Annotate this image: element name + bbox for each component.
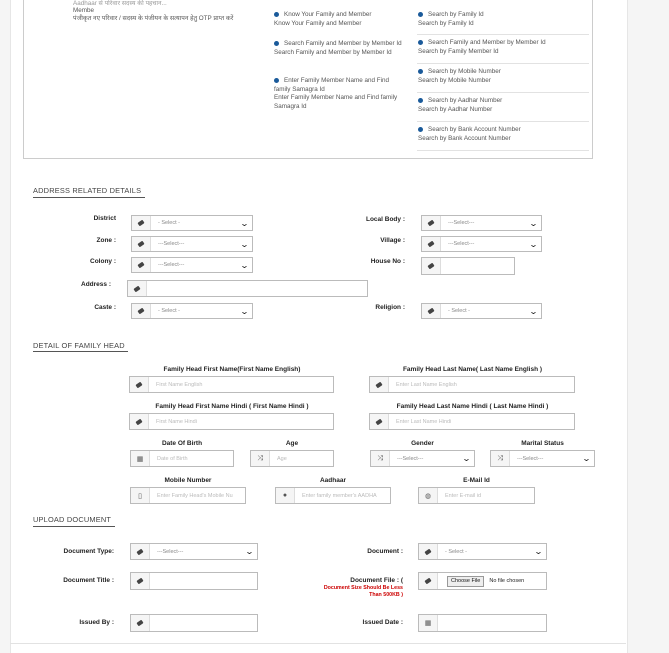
chevron-down-icon: ⌄: [533, 547, 544, 556]
link-title: Enter Family Member Name and Find family Samagra Id: [274, 77, 389, 93]
divider: [417, 150, 589, 151]
choose-file-button[interactable]: Choose File: [447, 576, 484, 587]
calendar-icon: ▦: [131, 451, 150, 466]
chevron-down-icon: ⌄: [581, 454, 592, 463]
last-name-en-placeholder: Enter Last Name English: [396, 381, 457, 388]
chevron-down-icon: ⌄: [528, 218, 539, 228]
document-title-label: Document Title :: [63, 577, 114, 584]
chevron-down-icon: ⌄: [239, 218, 250, 228]
last-name-hi-placeholder: Enter Last Name Hindi: [396, 418, 452, 425]
first-name-hi-placeholder: First Name Hindi: [156, 418, 197, 425]
tag-icon: [132, 258, 151, 272]
tag-icon: [132, 304, 151, 318]
document-label: Document :: [367, 548, 403, 555]
file-size-note: Document Size Should Be Less Than 500KB ): [323, 585, 403, 598]
check-circle-icon: [418, 69, 423, 74]
shuffle-icon: ⤨: [491, 451, 510, 466]
tag-icon: [419, 544, 438, 559]
section-underline: [33, 351, 128, 352]
religion-label: Religion :: [375, 304, 405, 311]
chevron-down-icon: ⌄: [239, 239, 250, 249]
link-title: Know Your Family and Member: [284, 11, 372, 18]
issued-date-label: Issued Date :: [362, 619, 403, 626]
district-value: - Select -: [158, 220, 181, 226]
divider: [417, 92, 589, 93]
marital-status-label: Marital Status: [521, 440, 564, 447]
link-title: Search by Aadhar Number: [428, 97, 503, 104]
link-title: Search by Bank Account Number: [428, 126, 521, 133]
colony-value: ---Select---: [158, 262, 185, 268]
zone-label: Zone :: [96, 237, 116, 244]
tag-icon: [419, 573, 438, 589]
link-subtitle: Search by Mobile Number: [418, 76, 491, 84]
link-title: Search by Family Id: [428, 11, 484, 18]
link-title: Search Family and Member by Member Id: [428, 39, 546, 46]
dob-label: Date Of Birth: [161, 440, 203, 447]
no-file-text: No file chosen: [489, 578, 525, 584]
village-label: Village :: [380, 237, 405, 244]
age-label: Age: [285, 440, 299, 447]
search-bank-link[interactable]: [418, 126, 590, 143]
family-head-section-title: DETAIL OF FAMILY HEAD: [33, 341, 125, 350]
link-subtitle: Search Family and Member by Member Id: [274, 48, 392, 56]
chevron-down-icon: ⌄: [528, 306, 539, 316]
mobile-placeholder: Enter Family Head's Mobile Nu: [157, 492, 233, 499]
address-label: Address :: [81, 281, 111, 288]
tag-icon: [422, 237, 441, 251]
otp-verification-link[interactable]: पंजीकृत नए परिवार / सदस्य के पंजीयन के सत्यापन हेतु OTP प्राप्त करें: [73, 15, 234, 22]
bottom-divider: [10, 643, 626, 644]
age-placeholder: Age: [277, 455, 287, 462]
marital-status-value: ---Select---: [517, 455, 544, 462]
aadhaar-placeholder: Enter family member's AADHA: [302, 492, 377, 499]
colony-label: Colony :: [90, 258, 116, 265]
document-select[interactable]: [418, 543, 547, 560]
colony-select[interactable]: [131, 257, 253, 273]
globe-icon: ◍: [419, 488, 438, 503]
last-name-hi-label: Family Head Last Name Hindi ( Last Name Hindi ): [396, 403, 549, 410]
find-samagra-id-link[interactable]: [274, 77, 402, 111]
tag-icon: [128, 281, 147, 296]
tag-icon: [132, 216, 151, 230]
check-circle-icon: [418, 127, 423, 132]
check-circle-icon: [418, 12, 423, 17]
district-select[interactable]: [131, 215, 253, 231]
gender-select[interactable]: [370, 450, 475, 467]
chevron-down-icon: ⌄: [244, 547, 255, 556]
address-section-title: ADDRESS RELATED DETAILS: [33, 186, 142, 195]
tag-icon: [422, 304, 441, 318]
check-circle-icon: [274, 78, 279, 83]
link-subtitle: Enter Family Member Name and Find family Samagra Id: [274, 94, 398, 110]
tag-icon: [422, 216, 441, 230]
shuffle-icon: ⤨: [251, 451, 270, 466]
email-placeholder: Enter E-mail id: [445, 492, 482, 499]
search-family-id-link[interactable]: [418, 11, 590, 28]
partial-link-text[interactable]: Aadhaar से परिवार सदस्य की पहचान...: [73, 0, 167, 7]
marital-status-select[interactable]: [490, 450, 595, 467]
link-title: Search Family and Member by Member Id: [284, 40, 402, 47]
link-subtitle: Search by Family Member Id: [418, 47, 499, 55]
check-circle-icon: [274, 41, 279, 46]
first-name-hi-input[interactable]: [129, 413, 334, 430]
chevron-down-icon: ⌄: [239, 260, 250, 270]
caste-select[interactable]: [131, 303, 253, 319]
chevron-down-icon: ⌄: [239, 306, 250, 316]
tag-icon: [131, 615, 150, 631]
tag-icon: [370, 414, 389, 429]
tag-icon: [132, 237, 151, 251]
village-value: ---Select---: [448, 241, 475, 247]
search-mobile-link[interactable]: [418, 68, 590, 85]
search-aadhar-link[interactable]: [418, 97, 590, 114]
tag-icon: [422, 258, 441, 274]
zone-value: ---Select---: [158, 241, 185, 247]
divider: [417, 34, 589, 35]
document-title-input[interactable]: [130, 572, 258, 590]
email-input[interactable]: [418, 487, 535, 504]
village-select[interactable]: [421, 236, 542, 252]
divider: [417, 63, 589, 64]
section-underline: [33, 526, 115, 527]
tag-icon: [370, 377, 389, 392]
document-file-label: Document File : (: [350, 577, 403, 584]
circle-icon: ●: [276, 488, 295, 503]
first-name-en-label: Family Head First Name(First Name English): [163, 366, 301, 373]
last-name-en-label: Family Head Last Name( Last Name English ): [402, 366, 543, 373]
house-no-input[interactable]: [421, 257, 515, 275]
check-circle-icon: [418, 98, 423, 103]
document-value: - Select -: [445, 548, 468, 555]
tag-icon: [131, 544, 150, 559]
issued-date-input[interactable]: [418, 614, 547, 632]
document-type-label: Document Type:: [63, 548, 114, 555]
religion-value: - Select -: [448, 308, 471, 314]
check-circle-icon: [274, 12, 279, 17]
section-underline: [33, 197, 145, 198]
local-body-value: ---Select---: [448, 220, 475, 226]
link-subtitle: Search by Aadhar Number: [418, 105, 493, 113]
age-input[interactable]: [250, 450, 334, 467]
document-type-value: ---Select---: [157, 548, 184, 555]
district-label: District: [93, 215, 116, 222]
gender-value: ---Select---: [397, 455, 424, 462]
search-member-id-link[interactable]: [274, 40, 402, 57]
local-body-select[interactable]: [421, 215, 542, 231]
email-label: E-Mail Id: [463, 477, 490, 484]
aadhaar-label: Aadhaar: [319, 477, 346, 484]
chevron-down-icon: ⌄: [528, 239, 539, 249]
search-member-link[interactable]: [418, 39, 590, 56]
tag-icon: [130, 377, 149, 392]
zone-select[interactable]: [131, 236, 253, 252]
last-name-en-input[interactable]: [369, 376, 575, 393]
upload-section-title: UPLOAD DOCUMENT: [33, 515, 112, 524]
first-name-en-placeholder: First Name English: [156, 381, 203, 388]
tag-icon: [131, 573, 150, 589]
house-no-label: House No :: [370, 258, 405, 265]
document-file-input[interactable]: [418, 572, 547, 590]
chevron-down-icon: ⌄: [461, 454, 472, 463]
calendar-icon: ▦: [419, 615, 438, 631]
dob-placeholder: Date of Birth: [157, 455, 188, 462]
mobile-label: Mobile Number: [164, 477, 212, 484]
address-input[interactable]: [127, 280, 368, 297]
tag-icon: [130, 414, 149, 429]
mobile-phone-icon: ▯: [131, 488, 150, 503]
mobile-input[interactable]: [130, 487, 246, 504]
link-subtitle: Search by Family Id: [418, 19, 474, 27]
link-subtitle: Know Your Family and Member: [274, 19, 362, 27]
issued-by-label: Issued By :: [79, 619, 114, 626]
religion-select[interactable]: [421, 303, 542, 319]
local-body-label: Local Body :: [365, 216, 405, 223]
check-circle-icon: [418, 40, 423, 45]
link-title: Search by Mobile Number: [428, 68, 501, 75]
search-links-panel: [23, 0, 593, 159]
first-name-en-input[interactable]: [129, 376, 334, 393]
gender-label: Gender: [411, 440, 434, 447]
last-name-hi-input[interactable]: [369, 413, 575, 430]
link-subtitle: Search by Bank Account Number: [418, 134, 511, 142]
know-family-link[interactable]: [274, 11, 402, 28]
first-name-hi-label: Family Head First Name Hindi ( First Name Hindi ): [155, 403, 309, 410]
caste-value: - Select -: [158, 308, 181, 314]
document-type-select[interactable]: [130, 543, 258, 560]
caste-label: Caste :: [94, 304, 116, 311]
shuffle-icon: ⤨: [371, 451, 390, 466]
issued-by-input[interactable]: [130, 614, 258, 632]
member-text: Membe: [73, 7, 94, 14]
aadhaar-input[interactable]: [275, 487, 391, 504]
dob-input[interactable]: [130, 450, 234, 467]
divider: [417, 121, 589, 122]
